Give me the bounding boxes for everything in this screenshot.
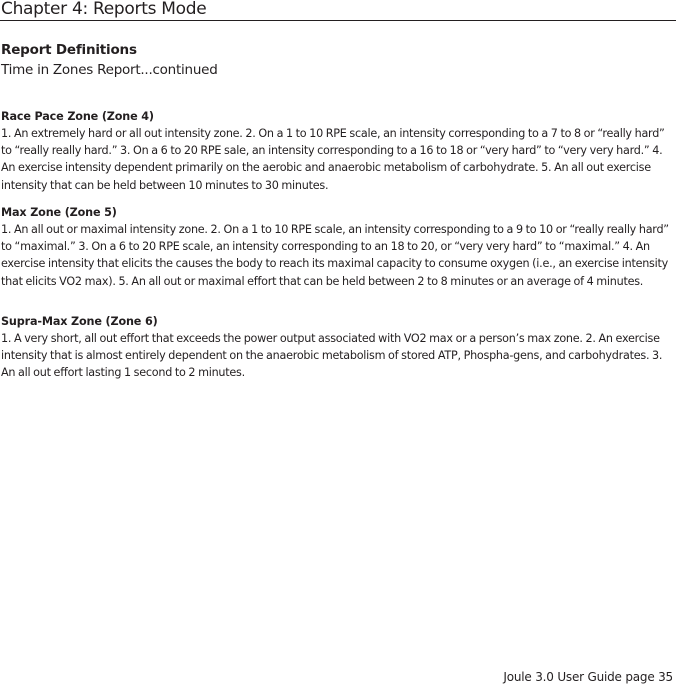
zone-section-race-pace: [1, 108, 673, 194]
zone-title: Race Pace Zone (Zone 4): [1, 110, 154, 123]
zone-title: Max Zone (Zone 5): [1, 206, 117, 219]
chapter-header: [0, 0, 676, 21]
page-footer: Joule 3.0 User Guide page 35: [503, 670, 673, 684]
zone-definition: 1. A very short, all out effort that exceeds the power output associated with VO2 max or a person’s max zone. 2. An exercise intensity that is almost entirely dependent on the anaerobic metabolism of stored ATP, Phospha-gens, and carbohydrates. 3. An all out effort lasting 1 second to 2 minutes.: [1, 332, 663, 380]
zone-definition: 1. An extremely hard or all out intensity zone. 2. On a 1 to 10 RPE scale, an intensity corresponding to a 7 to 8 or “really hard” to “really really hard.” 3. On a 6 to 20 RPE sale, an intensity corresponding to a 16 to 18 or “very hard” to “very very hard.” 4. An exercise intensity dependent primarily on the aerobic and anaerobic metabolism of carbohydrate. 5. An all out exercise intensity that can be held between 10 minutes to 30 minutes.: [1, 127, 665, 192]
section-heading: Report Definitions: [1, 42, 137, 58]
zone-definition: 1. An all out or maximal intensity zone. 2. On a 1 to 10 RPE scale, an intensity corresponding to a 9 to 10 or “really really hard” to “maximal.” 3. On a 6 to 20 RPE scale, an intensity corresponding to an 18 to 20, or “very very hard” to “maximal.” 4. An exercise intensity that elicits the causes the body to reach its maximal capacity to consume oxygen (i.e., an exercise intensity that elicits VO2 max). 5. An all out or maximal effort that can be held between 2 to 8 minutes or an average of 4 minutes.: [1, 223, 669, 288]
zone-section-max: [1, 204, 673, 290]
zone-section-supra-max: [1, 313, 673, 382]
chapter-title: Chapter 4: Reports Mode: [1, 0, 207, 19]
zone-title: Supra-Max Zone (Zone 6): [1, 315, 158, 328]
section-subtitle: Time in Zones Report...continued: [1, 62, 218, 78]
